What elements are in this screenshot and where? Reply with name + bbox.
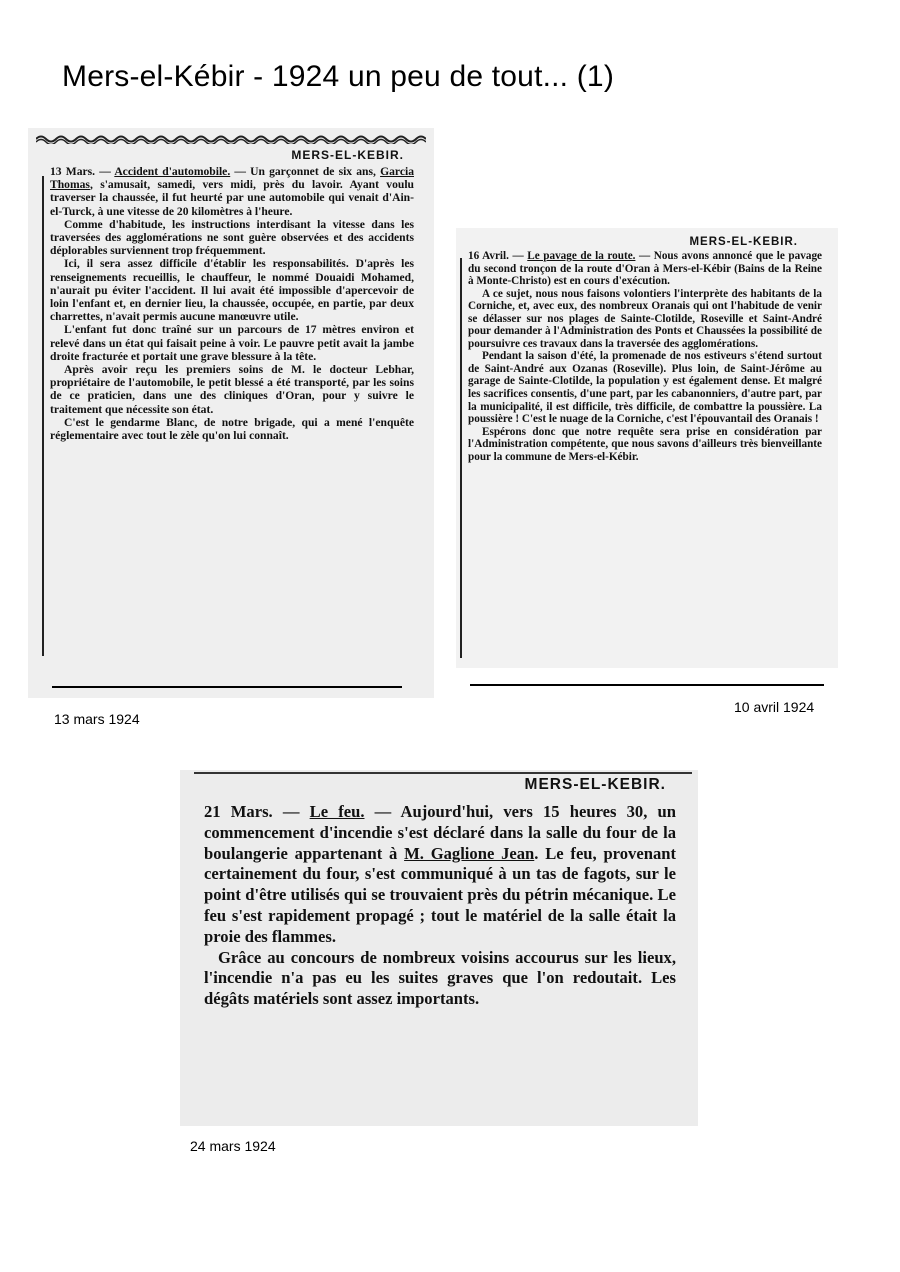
decorative-wave-border bbox=[36, 134, 426, 144]
column-rule bbox=[42, 176, 44, 656]
caption-rule bbox=[470, 684, 824, 686]
article-paragraph: Ici, il sera assez difficile d'établir les responsabilités. D'après les renseignements recueillis, le chauffeur, le nommé Douaidi Mohamed, n'aurait pu éviter l'accident. Il lui avait été impossible d'apercevoir de loin l'enfant et, en dernier lieu, la chaussée, occupée, en partie, par deux charrettes, n'avait permis aucune manœuvre utile. bbox=[50, 257, 414, 324]
top-rule bbox=[194, 772, 692, 774]
article-paragraph: L'enfant fut donc traîné sur un parcours de 17 mètres environ et relevé dans un état qui faisait peine à voir. Le pauvre petit avait la jambe droite fracturée et portait une grave blessure à la tête. bbox=[50, 323, 414, 363]
newspaper-clipping-3 bbox=[180, 770, 698, 1126]
article-paragraph: Après avoir reçu les premiers soins de M. le docteur Lebhar, propriétaire de l'automobile, le petit blessé a été transporté, par les soins de ce praticien, dans une des cliniques d'Oran, pour y suivre le traitement que nécessite son état. bbox=[50, 363, 414, 416]
article-paragraph: C'est le gendarme Blanc, de notre brigade, qui a mené l'enquête réglementaire avec tout le zèle qu'on lui connaît. bbox=[50, 415, 414, 443]
article-paragraph: A ce sujet, nous nous faisons volontiers l'interprète des habitants de la Corniche, et, avec eux, des nombreux Oranais qui ont l'habitude de venir se délasser sur nos plages de Sainte-Clotilde, Roseville et Saint-André pour demander à l'Administration des Ponts et Chaussées la possibilité de poursuivre ces travaux dans la traversée des agglomérations. bbox=[468, 287, 822, 350]
article-paragraph: Comme d'habitude, les instructions interdisant la vitesse dans les traversées des agglomérations ne sont guère observées et des accidents déplorables surviennent trop fréquemment. bbox=[50, 217, 414, 258]
newspaper-clipping-1 bbox=[28, 128, 434, 698]
article-paragraph: 16 Avril. — Le pavage de la route. — Nous avons annoncé que le pavage du second tronçon de la route d'Oran à Mers-el-Kébir (Bains de la Reine à Monte-Christo) est en cours d'exécution. bbox=[468, 250, 822, 288]
clipping-masthead: MERS-EL-KEBIR. bbox=[291, 148, 404, 162]
caption-rule bbox=[52, 686, 402, 688]
clipping-date-caption: 13 mars 1924 bbox=[54, 711, 140, 727]
page-title: Mers-el-Kébir - 1924 un peu de tout... (1) bbox=[62, 60, 615, 93]
article-paragraph: Grâce au concours de nombreux voisins accourus sur les lieux, l'incendie n'a pas eu les suites graves que l'on redoutait. Les dégâts matériels sont assez importants. bbox=[204, 947, 676, 1009]
clipping-masthead: MERS-EL-KEBIR. bbox=[524, 776, 666, 793]
column-rule bbox=[460, 258, 462, 658]
article-paragraph: Pendant la saison d'été, la promenade de nos estiveurs s'étend surtout de Saint-André aux Ozanas (Roseville). Plus loin, de Saint-Jérôme au garage de Sainte-Clotilde, la population y est également dense. Et malgré les sacrifices consentis, d'une part, par les cabanonniers, d'autre part, par la municipalité, il est difficile, très difficile, de combattre la poussière. La poussière ! C'est le nuage de la Corniche, c'est l'épouvantail des Oranais ! bbox=[468, 350, 822, 426]
article-paragraph: Espérons donc que notre requête sera prise en considération par l'Administration compétente, que nous savons d'ailleurs très bienveillante pour la commune de Mers-el-Kébir. bbox=[468, 425, 822, 463]
article-paragraph: 13 Mars. — Accident d'automobile. — Un garçonnet de six ans, Garcia Thomas, s'amusait, samedi, vers midi, près du lavoir. Ayant voulu traverser la chaussée, il fut heurté par une automobile qui venait d'Ain-el-Turck, à une vitesse de 20 kilomètres à l'heure. bbox=[50, 165, 414, 218]
article-paragraph: 21 Mars. — Le feu. — Aujourd'hui, vers 15 heures 30, un commencement d'incendie s'est déclaré dans la salle du four de la boulangerie appartenant à M. Gaglione Jean. Le feu, provenant certainement du four, s'est communiqué à un tas de fagots, sur le point d'être utilisés qui se trouvaient près du pétrin mécanique. Le feu s'est rapidement propagé ; tout le matériel de la salle était la proie des flammes. bbox=[204, 802, 676, 946]
clipping-date-caption: 10 avril 1924 bbox=[734, 699, 815, 715]
clipping-date-caption: 24 mars 1924 bbox=[190, 1138, 276, 1154]
newspaper-clipping-2 bbox=[456, 228, 838, 668]
clipping-masthead: MERS-EL-KEBIR. bbox=[689, 236, 798, 248]
